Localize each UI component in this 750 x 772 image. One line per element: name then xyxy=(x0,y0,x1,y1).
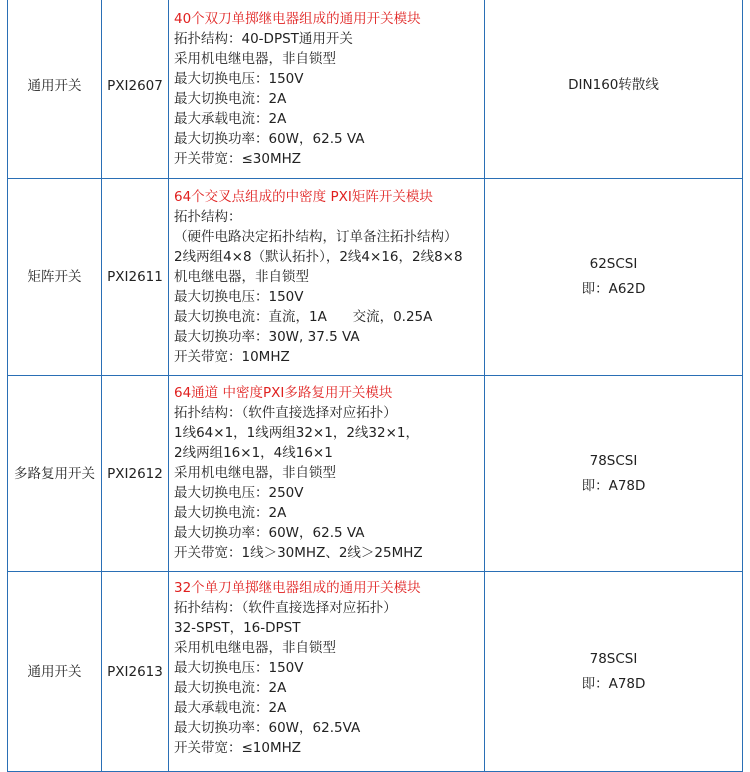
spec-line: 开关带宽：≤30MHZ xyxy=(174,151,302,167)
connector-alias: 即：A62D xyxy=(581,281,646,297)
spec-line: 开关带宽：≤10MHZ xyxy=(174,740,302,756)
connector-type: 78SCSI xyxy=(589,650,638,667)
spec-line: 采用机电继电器，非自锁型 xyxy=(174,51,336,67)
connector-alias: 即：A78D xyxy=(581,477,646,494)
module-title: 64个交叉点组成的中密度 PXI矩阵开关模块 xyxy=(174,189,433,205)
spec-line: 最大承载电流：2A xyxy=(174,111,287,127)
spec-line: 最大切换电压：150V xyxy=(174,289,304,305)
connector-cell xyxy=(485,572,743,772)
spec-line: 机电继电器，非自锁型 xyxy=(174,269,309,285)
spec-line: 最大切换功率：30W, 37.5 VA xyxy=(174,329,360,345)
table-row xyxy=(8,572,743,772)
spec-line: （硬件电路决定拓扑结构，订单备注拓扑结构） xyxy=(174,229,458,245)
module-title: 32个单刀单掷继电器组成的通用开关模块 xyxy=(174,580,421,596)
spec-line: 开关带宽：1线＞30MHZ、2线＞25MHZ xyxy=(174,545,423,561)
spec-line: 拓扑结构： xyxy=(174,209,242,225)
model-cell: PXI2613 xyxy=(102,572,169,772)
spec-line: 2线两组4×8（默认拓扑），2线4×16，2线8×8 xyxy=(174,249,463,265)
module-title: 40个双刀单掷继电器组成的通用开关模块 xyxy=(174,11,421,27)
table-row xyxy=(8,179,743,376)
category-cell: 通用开关 xyxy=(8,0,102,179)
table-row xyxy=(8,0,743,179)
connector-cell xyxy=(485,0,743,179)
spec-line: 拓扑结构：（软件直接选择对应拓扑） xyxy=(174,405,397,421)
category-cell: 多路复用开关 xyxy=(8,376,102,572)
module-title: 64通道 中密度PXI多路复用开关模块 xyxy=(174,385,393,401)
model-cell: PXI2607 xyxy=(102,0,169,179)
description-cell xyxy=(169,376,485,572)
spec-line: 最大承载电流：2A xyxy=(174,700,287,716)
spec-line: 采用机电继电器，非自锁型 xyxy=(174,465,336,481)
connector-type: 78SCSI xyxy=(589,452,638,469)
spec-line: 最大切换电流：直流，1A 交流，0.25A xyxy=(174,309,433,325)
connector-type: DIN160转散线 xyxy=(568,77,659,93)
spec-line: 2线两组16×1，4线16×1 xyxy=(174,445,333,461)
spec-line: 32-SPST，16-DPST xyxy=(174,620,301,636)
spec-line: 最大切换电压：150V xyxy=(174,660,304,676)
description-cell xyxy=(169,572,485,772)
spec-table xyxy=(7,0,743,772)
spec-line: 采用机电继电器，非自锁型 xyxy=(174,640,336,656)
spec-line: 1线64×1，1线两组32×1，2线32×1， xyxy=(174,425,420,441)
table-row xyxy=(8,376,743,572)
connector-cell xyxy=(485,376,743,572)
spec-line: 最大切换电压：250V xyxy=(174,485,304,501)
spec-line: 最大切换功率：60W，62.5 VA xyxy=(174,525,365,541)
spec-line: 拓扑结构：40-DPST通用开关 xyxy=(174,31,353,47)
model-cell: PXI2612 xyxy=(102,376,169,572)
description-cell xyxy=(169,0,485,179)
connector-alias: 即：A78D xyxy=(581,675,646,692)
description-cell xyxy=(169,179,485,376)
spec-line: 最大切换电流：2A xyxy=(174,91,287,107)
spec-line: 最大切换电压：150V xyxy=(174,71,304,87)
spec-line: 开关带宽：10MHZ xyxy=(174,349,290,365)
connector-cell xyxy=(485,179,743,376)
spec-line: 最大切换功率：60W，62.5 VA xyxy=(174,131,365,147)
category-cell: 通用开关 xyxy=(8,572,102,772)
model-cell: PXI2611 xyxy=(102,179,169,376)
category-cell: 矩阵开关 xyxy=(8,179,102,376)
spec-line: 最大切换电流：2A xyxy=(174,505,287,521)
spec-line: 拓扑结构：（软件直接选择对应拓扑） xyxy=(174,600,397,616)
spec-line: 最大切换功率：60W，62.5VA xyxy=(174,720,361,736)
connector-type: 62SCSI xyxy=(589,256,638,272)
spec-line: 最大切换电流：2A xyxy=(174,680,287,696)
